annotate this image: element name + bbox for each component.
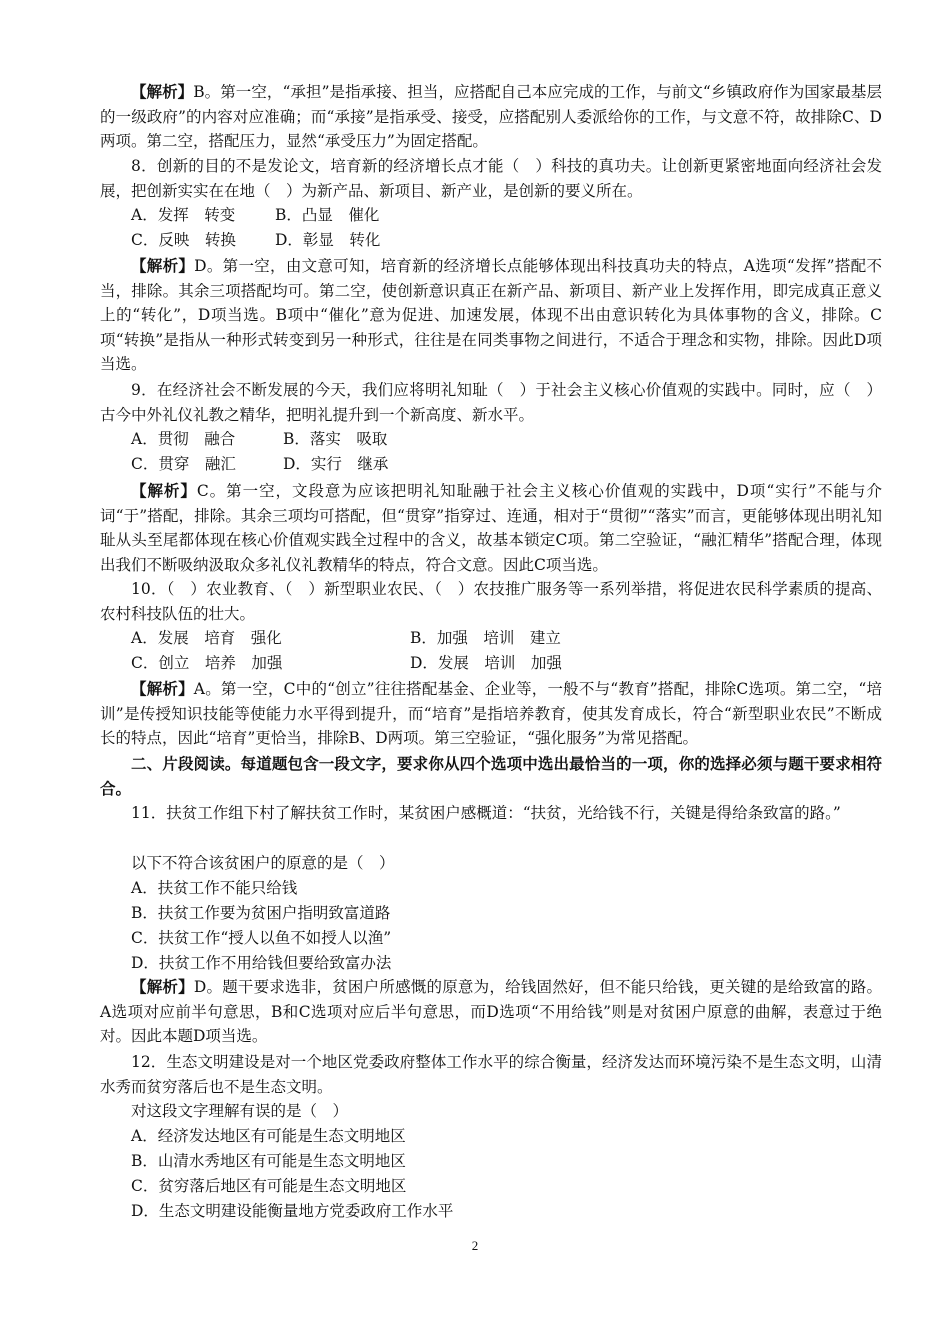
analysis-tag: 【解析】 bbox=[131, 679, 194, 698]
q9-option-a: A．贯彻 融合 bbox=[131, 430, 236, 448]
q10-option-c: C．创立 培养 加强 bbox=[131, 654, 283, 672]
q8-stem: 8．创新的目的不是发论文，培育新的经济增长点才能（ ）科技的真功夫。让创新更紧密地面向经济社会发展，把创新实实在在地（ ）为新产品、新项目、新产业，是创新的要义所在。 bbox=[100, 157, 882, 200]
q11-option-a: A．扶贫工作不能只给钱 bbox=[131, 879, 298, 897]
q10-option-b: B．加强 培训 建立 bbox=[410, 629, 561, 647]
analysis-tag: 【解析】 bbox=[131, 977, 194, 996]
q8-analysis: 【解析】D。第一空，由文意可知，培育新的经济增长点能够体现出科技真功夫的特点，A选项“发挥”搭配不当，排除。其余三项搭配均可。第二空，使创新意识真正在新产品、新项目、新产业上发挥作用，即完成真正意义上的“转化”，D项当选。B项中“催化”意为促进、加速发展，体现不出由意识转化为具体事物的含义，排除。C项“转换”是指从一种形式转变到另一种形式，往往是在同类事物之间进行，不适合于理念和实物，排除。因此D项当选。 bbox=[100, 256, 882, 374]
q9-analysis: 【解析】C。第一空，文段意为应该把明礼知耻融于社会主义核心价值观的实践中，D项“实行”不能与介词“于”搭配，排除。其余三项均可搭配，但“贯穿”指穿过、连通，相对于“贯彻”“落实”而言，更能够体现出明礼知耻从头至尾都体现在核心价值观实践全过程中的含义，故基本锁定C项。第二空验证，“融汇精华”搭配合理，体现出我们不断吸纳汲取众多礼仪礼教精华的特点，符合文意。因此C项当选。 bbox=[100, 481, 882, 574]
q10-stem: 10．（ ）农业教育、（ ）新型职业农民、（ ）农技推广服务等一系列举措，将促进农民科学素质的提高、农村科技队伍的壮大。 bbox=[100, 580, 882, 623]
q12-option-c: C．贫穷落后地区有可能是生态文明地区 bbox=[131, 1177, 407, 1195]
q7-analysis: 【解析】B。第一空，“承担”是指承接、担当，应搭配自己本应完成的工作，与前文“乡镇政府作为国家最基层的一级政府”的内容对应准确；而“承接”是指承受、接受，应搭配别人委派给你的工作，与文意不符，故排除C、D两项。第二空，搭配压力，显然“承受压力”为固定搭配。 bbox=[100, 82, 882, 151]
q9-stem: 9．在经济社会不断发展的今天，我们应将明礼知耻（ ）于社会主义核心价值观的实践中。同时，应（ ）古今中外礼仪礼教之精华，把明礼提升到一个新高度、新水平。 bbox=[100, 381, 882, 424]
q12-option-a: A．经济发达地区有可能是生态文明地区 bbox=[131, 1127, 406, 1145]
q8-option-d: D．彰显 转化 bbox=[275, 231, 381, 249]
section-heading: 二、片段阅读。每道题包含一段文字，要求你从四个选项中选出最恰当的一项，你的选择必须与题干要求相符合。 bbox=[100, 754, 882, 798]
q12-option-b: B．山清水秀地区有可能是生态文明地区 bbox=[131, 1152, 406, 1170]
q11-analysis: 【解析】D。题干要求选非，贫困户所感慨的原意为，给钱固然好，但不能只给钱，更关键的是给致富的路。A选项对应前半句意思，B和C选项对应后半句意思，而D选项“不用给钱”则是对贫困户原意的曲解，表意过于绝对。因此本题D项当选。 bbox=[100, 977, 882, 1046]
q8-option-a: A．发挥 转变 bbox=[131, 206, 236, 224]
page-number: 2 bbox=[471, 1238, 479, 1253]
analysis-tag: 【解析】 bbox=[131, 481, 197, 500]
q11-option-b: B．扶贫工作要为贫困户指明致富道路 bbox=[131, 904, 391, 922]
q11-stem: 11．扶贫工作组下村了解扶贫工作时，某贫困户感概道：“扶贫，光给钱不行，关键是得给条致富的路。” bbox=[131, 804, 841, 822]
analysis-tag: 【解析】 bbox=[131, 82, 194, 101]
q9-option-c: C．贯穿 融汇 bbox=[131, 455, 236, 473]
q12-option-d: D．生态文明建设能衡量地方党委政府工作水平 bbox=[131, 1202, 454, 1220]
q8-option-b: B．凸显 催化 bbox=[275, 206, 380, 224]
q9-option-b: B．落实 吸取 bbox=[283, 430, 388, 448]
q11-question: 以下不符合该贫困户的原意的是（ ） bbox=[131, 854, 395, 872]
q10-analysis: 【解析】A。第一空，C中的“创立”往往搭配基金、企业等，一般不与“教育”搭配，排除C选项。第二空，“培训”是传授知识技能等使能力水平得到提升，而“培育”是指培养教育，使其发育成长，符合“新型职业农民”不断成长的特点，因此“培育”更恰当，排除B、D两项。第三空验证，“强化服务”为常见搭配。 bbox=[100, 679, 882, 748]
q11-option-c: C．扶贫工作“授人以鱼不如授人以渔” bbox=[131, 929, 392, 947]
q10-option-a: A．发展 培育 强化 bbox=[131, 629, 282, 647]
q12-question: 对这段文字理解有误的是（ ） bbox=[131, 1102, 349, 1120]
q10-option-d: D．发展 培训 加强 bbox=[410, 654, 562, 672]
q11-option-d: D．扶贫工作不用给钱但要给致富办法 bbox=[131, 954, 392, 972]
q8-option-c: C．反映 转换 bbox=[131, 231, 236, 249]
q12-stem: 12．生态文明建设是对一个地区党委政府整体工作水平的综合衡量，经济发达而环境污染不是生态文明，山清水秀而贫穷落后也不是生态文明。 bbox=[100, 1053, 882, 1096]
analysis-tag: 【解析】 bbox=[131, 256, 195, 275]
q9-option-d: D．实行 继承 bbox=[283, 455, 389, 473]
